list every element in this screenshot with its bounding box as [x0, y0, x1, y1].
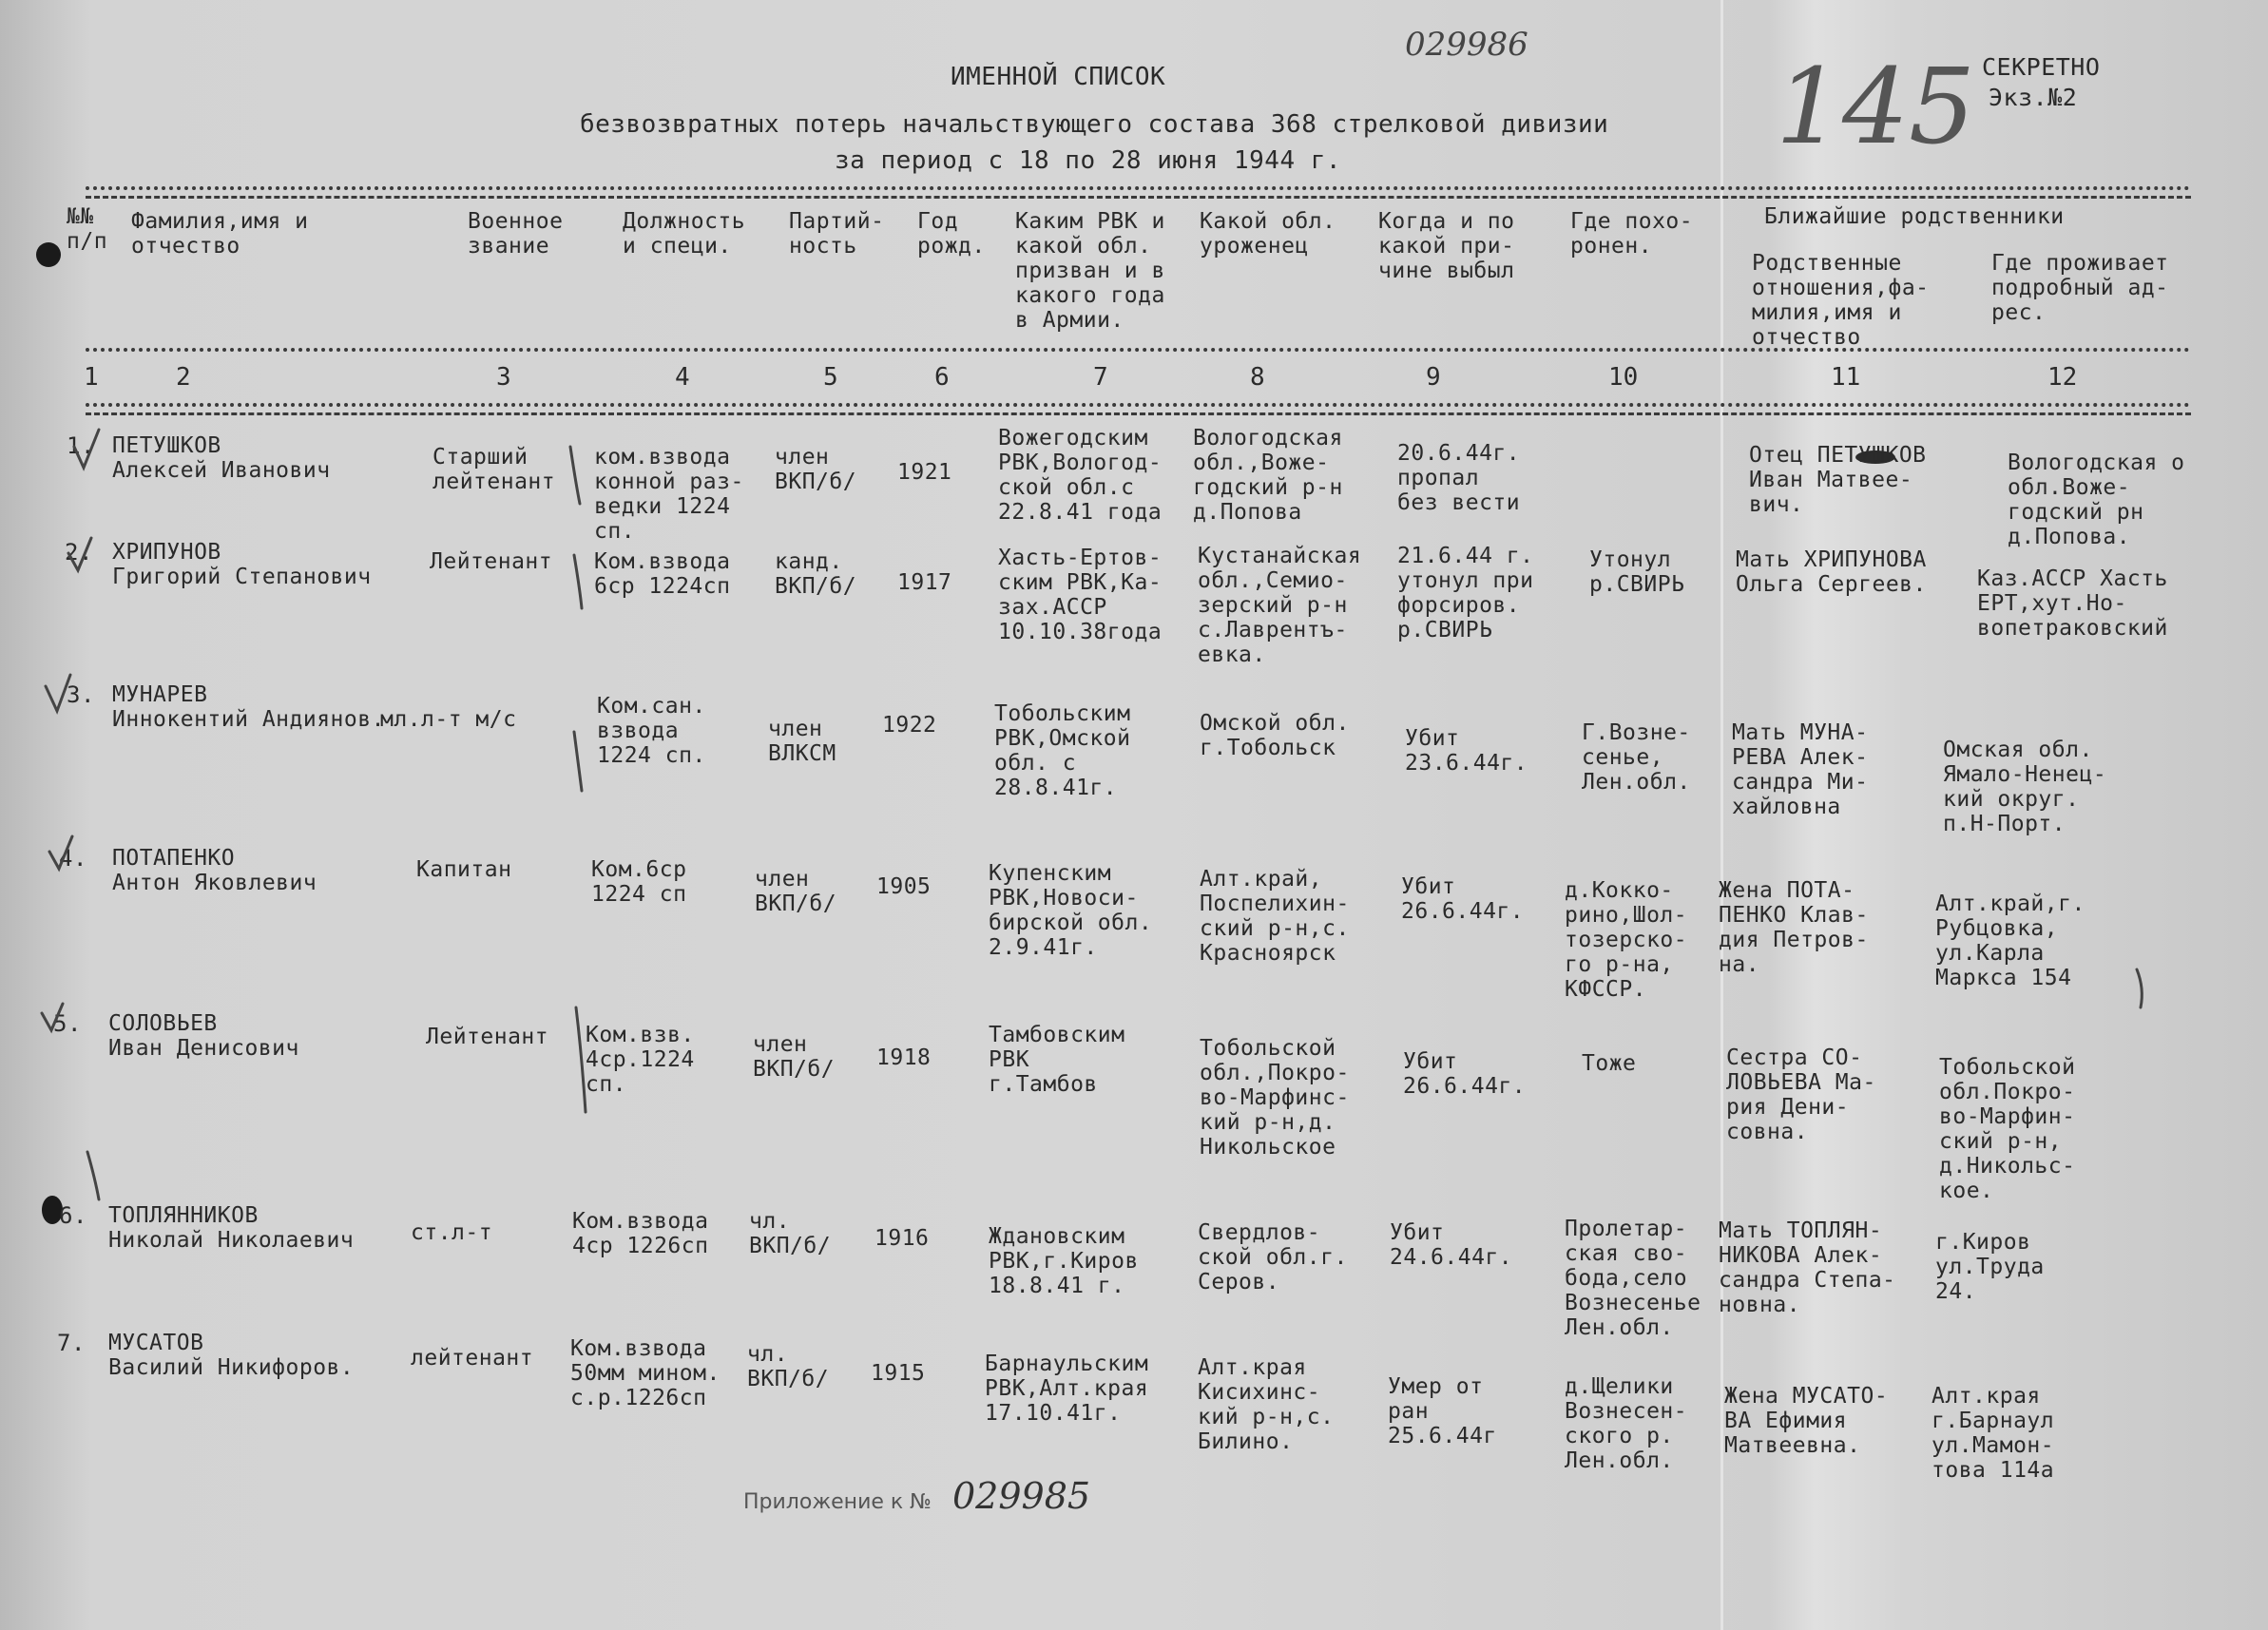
kin-address: Каз.АССР Хасть ЕРТ,хут.Но- вопетраковский	[1977, 566, 2168, 641]
military-rank: Лейтенант	[426, 1025, 549, 1049]
document-title: ИМЕННОЙ СПИСОК	[951, 63, 1166, 91]
header-relative: Родственные отношения,фа- милия,имя и отчество	[1752, 251, 1930, 350]
burial-place: Тоже	[1582, 1051, 1637, 1076]
birth-year: 1915	[871, 1361, 926, 1386]
column-number: 12	[2047, 363, 2078, 392]
header-number: №№ п/п	[67, 204, 108, 254]
birthplace: Свердлов- ской обл.г. Серов.	[1198, 1220, 1348, 1294]
position: Ком.6ср 1224 сп	[591, 857, 687, 907]
check-mark-icon	[2137, 969, 2142, 1007]
draft-office: Ждановским РВК,г.Киров 18.8.41 г.	[989, 1224, 1139, 1298]
kin-address: Алт.край,г. Рубцовка, ул.Карла Маркса 154	[1935, 892, 2085, 990]
kin-address: Вологодская о обл.Воже- годский рн д.Попова.	[2008, 451, 2185, 549]
header-party: Партий- ность	[789, 209, 885, 259]
document-subtitle: безвозвратных потерь начальствующего состава 368 стрелковой дивизии	[580, 110, 1609, 139]
military-rank: лейтенант	[411, 1346, 534, 1371]
person-name: ТОПЛЯННИКОВ Николай Николаевич	[108, 1203, 355, 1253]
check-mark-icon	[42, 1004, 63, 1030]
check-mark-icon	[68, 538, 91, 570]
loss-date-cause: Убит 23.6.44г.	[1405, 726, 1528, 776]
person-name: ПЕТУШКОВ Алексей Иванович	[112, 433, 331, 483]
header-relatives-group: Ближайшие родственники	[1764, 204, 2065, 229]
next-of-kin: Мать МУНА- РЕВА Алек- сандра Ми- хайловна	[1732, 720, 1869, 819]
party-membership: чл. ВКП/б/	[749, 1209, 832, 1258]
birthplace: Кустанайская обл.,Семио- зерский р-н с.Лаврентъ- евка.	[1198, 544, 1362, 667]
loss-date-cause: Убит 24.6.44г.	[1390, 1220, 1513, 1270]
next-of-kin: Жена МУСАТО- ВА Ефимия Матвеевна.	[1724, 1384, 1889, 1458]
check-mark-icon	[74, 430, 99, 468]
next-of-kin: Отец ПЕТУШКОВ Иван Матвее- вич.	[1749, 443, 1927, 517]
party-membership: член ВКП/б/	[775, 445, 857, 494]
column-number: 10	[1608, 363, 1639, 392]
birthplace: Алт.край, Поспелихин- ский р-н,с. Красноярск	[1200, 867, 1350, 966]
row-number: 1.	[67, 432, 95, 459]
position: Ком.сан. взвода 1224 сп.	[597, 694, 706, 768]
birth-year: 1905	[876, 874, 932, 899]
draft-office: Хасть-Ертов- ским РВК,Ка- зах.АССР 10.10.38года	[998, 546, 1163, 644]
position: ком.взвода конной раз- ведки 1224 сп.	[594, 445, 744, 544]
party-membership: член ВКП/б/	[755, 867, 837, 916]
header-address: Где проживает подробный ад- рес.	[1991, 251, 2169, 325]
loss-date-cause: Убит 26.6.44г.	[1403, 1049, 1527, 1099]
secrecy-stamp: СЕКРЕТНО	[1982, 53, 2101, 81]
burial-place: Г.Возне- сенье, Лен.обл.	[1582, 720, 1691, 795]
draft-office: Купенским РВК,Новоси- бирской обл. 2.9.41г.	[989, 861, 1153, 960]
row-number: 3.	[67, 681, 95, 708]
check-mark-icon	[46, 675, 70, 711]
loss-date-cause: Убит 26.6.44г.	[1401, 874, 1525, 924]
row-number: 4.	[59, 845, 87, 872]
header-birth-year: Год рожд.	[917, 209, 986, 259]
person-name: ХРИПУНОВ Григорий Степанович	[112, 540, 372, 589]
person-name: СОЛОВЬЕВ Иван Денисович	[108, 1011, 299, 1061]
party-membership: канд. ВКП/б/	[775, 549, 857, 599]
military-rank: Лейтенант	[430, 549, 553, 574]
person-name: МУНАРЕВ Иннокентий Андиянов.	[112, 682, 385, 732]
header-name: Фамилия,имя и отчество	[131, 209, 309, 259]
military-rank: Капитан	[416, 857, 512, 882]
check-mark-icon	[574, 555, 582, 608]
folio-number: 145	[1776, 46, 1975, 167]
burial-place: д.Кокко- рино,Шол- тозерско- го р-на, КФССР.	[1565, 878, 1688, 1002]
person-name: ПОТАПЕНКО Антон Яковлевич	[112, 846, 317, 895]
loss-date-cause: 21.6.44 г. утонул при форсиров. р.СВИРЬ	[1397, 544, 1534, 642]
kin-address: Алт.края г.Барнаул ул.Мамон- това 114а	[1932, 1384, 2055, 1483]
kin-address: Тобольской обл.Покро- во-Марфин- ский р-н, д.Никольс- кое.	[1939, 1055, 2076, 1203]
column-number: 4	[675, 363, 690, 392]
birthplace: Тобольской обл.,Покро- во-Марфинс- кий р-н,д. Никольское	[1200, 1036, 1350, 1160]
position: Ком.взвода 4ср 1226сп	[572, 1209, 709, 1258]
kin-address: г.Киров ул.Труда 24.	[1935, 1230, 2045, 1304]
next-of-kin: Жена ПОТА- ПЕНКО Клав- дия Петров- на.	[1719, 878, 1869, 977]
copy-number: Экз.№2	[1989, 84, 2078, 111]
person-name: МУСАТОВ Василий Никифоров.	[108, 1331, 355, 1380]
kin-address: Омская обл. Ямало-Ненец- кий округ. п.Н-Порт.	[1943, 738, 2107, 836]
birth-year: 1918	[876, 1045, 932, 1070]
row-number: 6.	[59, 1202, 87, 1229]
column-number: 5	[823, 363, 838, 392]
position: Ком.взвода 50мм мином. с.р.1226сп	[570, 1336, 721, 1410]
document-period: за период с 18 по 28 июня 1944 г.	[835, 146, 1342, 175]
birthplace: Алт.края Кисихинс- кий р-н,с. Билино.	[1198, 1355, 1335, 1454]
attachment-label: Приложение к №	[743, 1490, 932, 1514]
check-mark-icon	[570, 447, 580, 504]
military-rank: Старший лейтенант	[432, 445, 556, 494]
birth-year: 1917	[897, 570, 952, 595]
party-membership: член ВЛКСМ	[768, 717, 836, 766]
draft-office: Тамбовским РВК г.Тамбов	[989, 1023, 1125, 1097]
column-number: 7	[1093, 363, 1108, 392]
check-mark-icon	[87, 1152, 99, 1199]
header-buried: Где похо- ронен.	[1570, 209, 1694, 259]
loss-date-cause: Умер от ран 25.6.44г	[1388, 1374, 1497, 1448]
burial-place: Пролетар- ская сво- бода,село Вознесенье Лен.обл.	[1565, 1217, 1701, 1340]
military-rank: ст.л-т	[411, 1220, 493, 1245]
draft-office: Вожегодским РВК,Вологод- ской обл.с 22.8.41 года	[998, 426, 1163, 525]
burial-place: д.Щелики Вознесен- ского р. Лен.обл.	[1565, 1374, 1688, 1473]
column-number: 6	[934, 363, 950, 392]
burial-place: Утонул р.СВИРЬ	[1589, 547, 1685, 597]
draft-office: Тобольским РВК,Омской обл. с 28.8.41г.	[994, 701, 1131, 800]
row-number: 5.	[53, 1010, 82, 1037]
archive-number: 029986	[1405, 26, 1528, 64]
header-rank: Военное звание	[468, 209, 564, 259]
header-post: Должность и специ.	[623, 209, 746, 259]
next-of-kin: Мать ХРИПУНОВА Ольга Сергеев.	[1736, 547, 1927, 597]
header-native: Какой обл. уроженец	[1200, 209, 1336, 259]
next-of-kin: Сестра СО- ЛОВЬЕВА Ма- рия Дени- совна.	[1726, 1045, 1876, 1144]
birthplace: Омской обл. г.Тобольск	[1200, 711, 1350, 760]
loss-date-cause: 20.6.44г. пропал без вести	[1397, 441, 1521, 515]
birth-year: 1921	[897, 460, 952, 485]
header-when-lost: Когда и по какой при- чине выбыл	[1378, 209, 1515, 283]
check-mark-icon	[576, 1007, 586, 1112]
check-mark-icon	[49, 836, 72, 869]
column-number: 9	[1426, 363, 1441, 392]
column-number: 11	[1831, 363, 1861, 392]
military-rank: мл.л-т м/с	[380, 707, 517, 732]
party-membership: чл. ВКП/б/	[747, 1342, 830, 1391]
check-mark-icon	[574, 732, 582, 791]
birth-year: 1916	[875, 1226, 930, 1251]
draft-office: Барнаульским РВК,Алт.края 17.10.41г.	[985, 1352, 1149, 1426]
party-membership: член ВКП/б/	[753, 1032, 836, 1082]
header-drafted: Каким РВК и какой обл. призван и в какого года в Армии.	[1015, 209, 1165, 333]
row-number: 2.	[65, 539, 93, 566]
column-number: 1	[84, 363, 99, 392]
row-number: 7.	[57, 1330, 86, 1356]
column-number: 8	[1250, 363, 1265, 392]
position: Ком.взвода 6ср 1224сп	[594, 549, 731, 599]
birth-year: 1922	[882, 713, 937, 738]
attachment-number: 029985	[952, 1475, 1091, 1517]
next-of-kin: Мать ТОПЛЯН- НИКОВА Алек- сандра Степа- новна.	[1719, 1218, 1896, 1317]
column-number: 3	[496, 363, 511, 392]
position: Ком.взв. 4ср.1224 сп.	[586, 1023, 695, 1097]
birthplace: Вологодская обл.,Воже- годский р-н д.Попова	[1193, 426, 1343, 525]
column-number: 2	[176, 363, 191, 392]
